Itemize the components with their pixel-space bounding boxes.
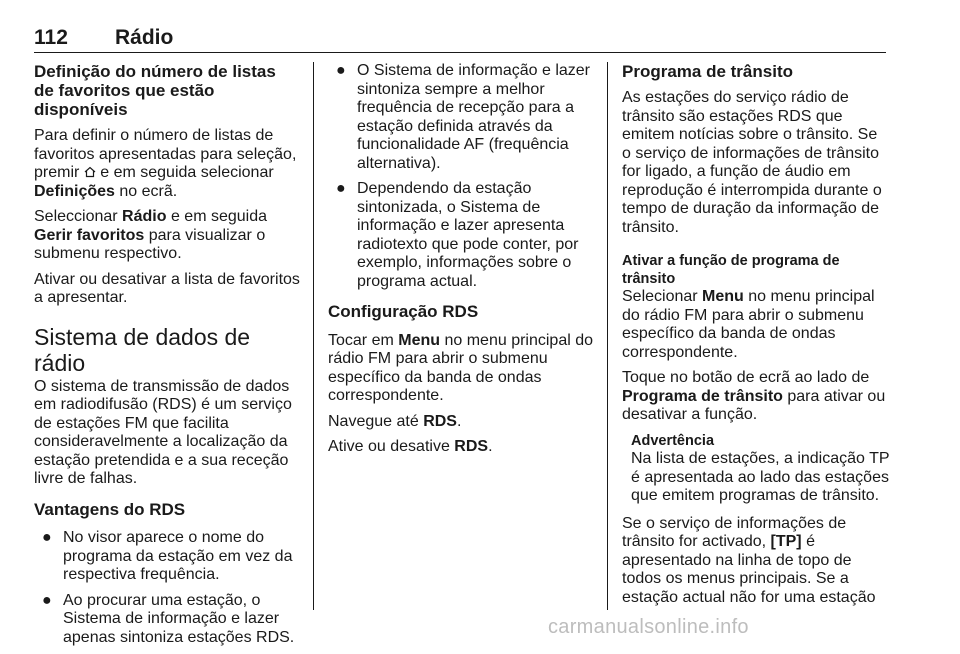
bullet-list [328,62,596,291]
paragraph: Se o serviço de informações de trânsito for activado, [TP] é apresentado na linha de topo de todos os menus principais. Se a estação actual não for uma estação [622,514,876,606]
column-3 [622,62,890,614]
warning-note [622,432,890,506]
activate-traffic-subheading: Ativar a função de programa de trânsito [622,253,840,287]
column-divider [607,62,608,610]
bullet-icon: ● [42,591,52,609]
home-icon [84,165,96,177]
paragraph: Ativar ou desativar a lista de favoritos a apresentar. [34,270,300,306]
list-item: ● Dependendo da estação sintonizada, o Sistema de informação e lazer apresenta radiotexto que pode conter, por exemplo, informações sobre o programa actual. [336,180,579,290]
paragraph: Ative ou desative RDS. [328,438,493,455]
paragraph: O sistema de transmissão de dados em radiodifusão (RDS) é um serviço de estações FM que facilita consideravelmente a localização da estação pretendida e a sua receção livre de falhas. [34,377,292,487]
warning-title: Advertência [631,432,715,449]
bullet-icon: ● [336,62,346,79]
traffic-program-heading: Programa de trânsito [622,62,793,81]
paragraph: Tocar em Menu no menu principal do rádio FM para abrir o submenu específico da banda de ondas correspondente. [328,331,594,404]
column-1 [34,62,300,654]
rds-section-title: Sistema de dados de rádio [34,323,251,376]
paragraph: Toque no botão de ecrã ao lado de Programa de trânsito para ativar ou desativar a função. [622,369,886,423]
paragraph: Navegue até RDS. [328,412,462,430]
bullet-list [34,529,300,647]
rds-config-heading: Configuração RDS [328,302,479,321]
list-item: ● Ao procurar uma estação, o Sistema de informação e lazer apenas sintoniza estações RDS. [42,591,295,646]
bullet-icon: ● [42,529,52,546]
paragraph: As estações do serviço rádio de trânsito são estações RDS que emitem notícias sobre o trânsito. Se o serviço de informações de trânsito for ligado, a função de áudio em reprodução é interrompida durante o tempo de duração da informação de trânsito. [622,89,882,236]
list-item: ● O Sistema de informação e lazer sintoniza sempre a melhor frequência de recepção para a estação definida através da funcionalidade AF (frequência alternativa). [336,62,590,172]
column-divider [313,62,314,610]
page-header [34,26,886,53]
page-number: 112 [34,26,68,49]
list-item: ● No visor aparece o nome do programa da estação em vez da respectiva frequência. [42,529,293,583]
watermark: carmanualsonline.info [548,616,749,638]
paragraph: Seleccionar Rádio e em seguida Gerir favoritos para visualizar o submenu respectivo. [34,208,268,262]
column-2 [328,62,596,464]
chapter-title: Rádio [115,26,174,49]
rds-advantages-heading: Vantagens do RDS [34,499,186,519]
paragraph: Selecionar Menu no menu principal do rádio FM para abrir o submenu específico da banda de ondas correspondente. [622,288,875,361]
warning-text: Na lista de estações, a indicação TP é apresentada ao lado das estações que emitem programas de trânsito. [631,450,890,504]
favorites-heading: Definição do número de listas de favoritos que estão disponíveis [34,62,276,119]
bullet-icon: ● [336,180,346,197]
paragraph: Para definir o número de listas de favoritos apresentadas para seleção, premir e em seguida selecionar Definições no ecrã. [34,127,297,200]
